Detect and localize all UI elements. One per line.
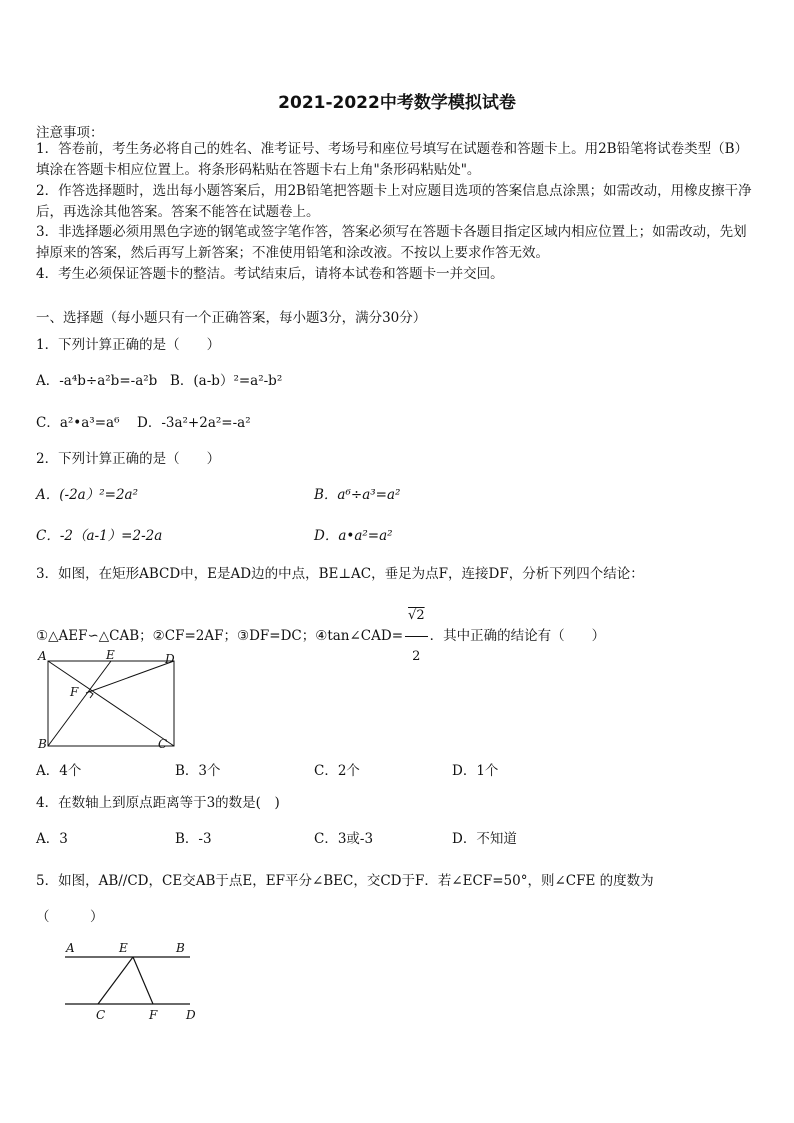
label-a: A	[38, 649, 47, 663]
parallel-lines-figure	[60, 936, 210, 1024]
q4-stem: 4．在数轴上到原点距离等于3的数是( )	[36, 795, 280, 811]
q5-blank: （ ）	[36, 909, 104, 925]
q3-option-a: A．4个	[36, 763, 82, 779]
notice-item-1: 1．答卷前，考生务必将自己的姓名、准考证号、考场号和座位号填写在试题卷和答题卡上。用2B铅笔将试卷类型（B）填涂在答题卡相应位置上。将条形码粘贴在答题卡右上角"条形码粘贴处"。	[36, 141, 749, 178]
label-d: D	[165, 652, 175, 666]
label-b: B	[38, 737, 47, 751]
fraction-numerator: √2	[405, 596, 428, 637]
label-c: C	[96, 1008, 106, 1022]
page-title: 2021-2022中考数学模拟试卷	[278, 93, 516, 113]
q4-option-a: A．3	[36, 831, 68, 847]
label-b: B	[176, 941, 185, 955]
section-heading: 一、选择题（每小题只有一个正确答案，每小题3分，满分30分）	[36, 310, 427, 326]
segment-ec	[98, 957, 133, 1004]
diagonal-ac	[48, 661, 174, 746]
q3-option-b: B．3个	[175, 763, 221, 779]
q3-stem: 3．如图，在矩形ABCD中，E是AD边的中点，BE⊥AC，垂足为点F，连接DF，分析下列四个结论：	[36, 566, 644, 582]
label-d: D	[186, 1008, 196, 1022]
q3-conclusions: ①△AEF∽△CAB；②CF=2AF；③DF=DC；④tan∠CAD=	[36, 628, 404, 644]
q3-tail: ．其中正确的结论有（ ）	[429, 628, 606, 644]
q5-stem: 5．如图，AB//CD，CE交AB于点E，EF平分∠BEC，交CD于F．若∠ECF=50°，则∠CFE 的度数为	[36, 873, 654, 889]
q2-option-a: A．(-2a）²=2a²	[36, 487, 138, 503]
label-e: E	[106, 648, 115, 662]
q3-option-d: D．1个	[452, 763, 499, 779]
q1-option-d: D．-3a²+2a²=-a²	[137, 415, 251, 431]
q1-stem: 1．下列计算正确的是（ ）	[36, 337, 221, 353]
q1-option-a: A．-a⁴b÷a²b=-a²b	[36, 373, 158, 389]
label-c: C	[158, 737, 168, 751]
notice-item-2: 2．作答选择题时，选出每小题答案后，用2B铅笔把答题卡上对应题目选项的答案信息点涂黑；如需改动，用橡皮擦干净后，再选涂其他答案。答案不能答在试题卷上。	[36, 183, 752, 220]
notice-item-4: 4．考生必须保证答题卡的整洁。考试结束后，请将本试卷和答题卡一并交回。	[36, 266, 504, 282]
q3-option-c: C．2个	[314, 763, 360, 779]
label-a: A	[66, 941, 75, 955]
rectangle-abcd-figure	[36, 648, 181, 752]
segment-be	[48, 661, 111, 746]
q2-option-b: B．a⁶÷a³=a²	[314, 487, 401, 503]
sqrt2-over-2-fraction	[405, 596, 428, 677]
q2-option-d: D．a•a²=a²	[314, 528, 393, 544]
notice-item-3: 3．非选择题必须用黑色字迹的钢笔或签字笔作答，答案必须写在答题卡各题目指定区域内相应位置上；如需改动，先划掉原来的答案，然后再写上新答案；不准使用铅笔和涂改液。不按以上要求作答无效。	[36, 224, 747, 261]
notice-heading: 注意事项：	[36, 125, 104, 141]
q1-option-b: B．(a-b）²=a²-b²	[170, 373, 283, 389]
label-f: F	[149, 1008, 158, 1022]
q2-stem: 2．下列计算正确的是（ ）	[36, 451, 221, 467]
q1-option-c: C．a²•a³=a⁶	[36, 415, 120, 431]
fraction-denominator: 2	[412, 649, 421, 664]
q4-option-c: C．3或-3	[314, 831, 374, 847]
segment-ef	[133, 957, 153, 1004]
label-e: E	[119, 941, 128, 955]
right-angle-mark	[89, 691, 93, 698]
label-f: F	[70, 685, 79, 699]
q4-option-b: B．-3	[175, 831, 212, 847]
q4-option-d: D．不知道	[452, 831, 517, 847]
q2-option-c: C．-2（a-1）=2-2a	[36, 528, 163, 544]
